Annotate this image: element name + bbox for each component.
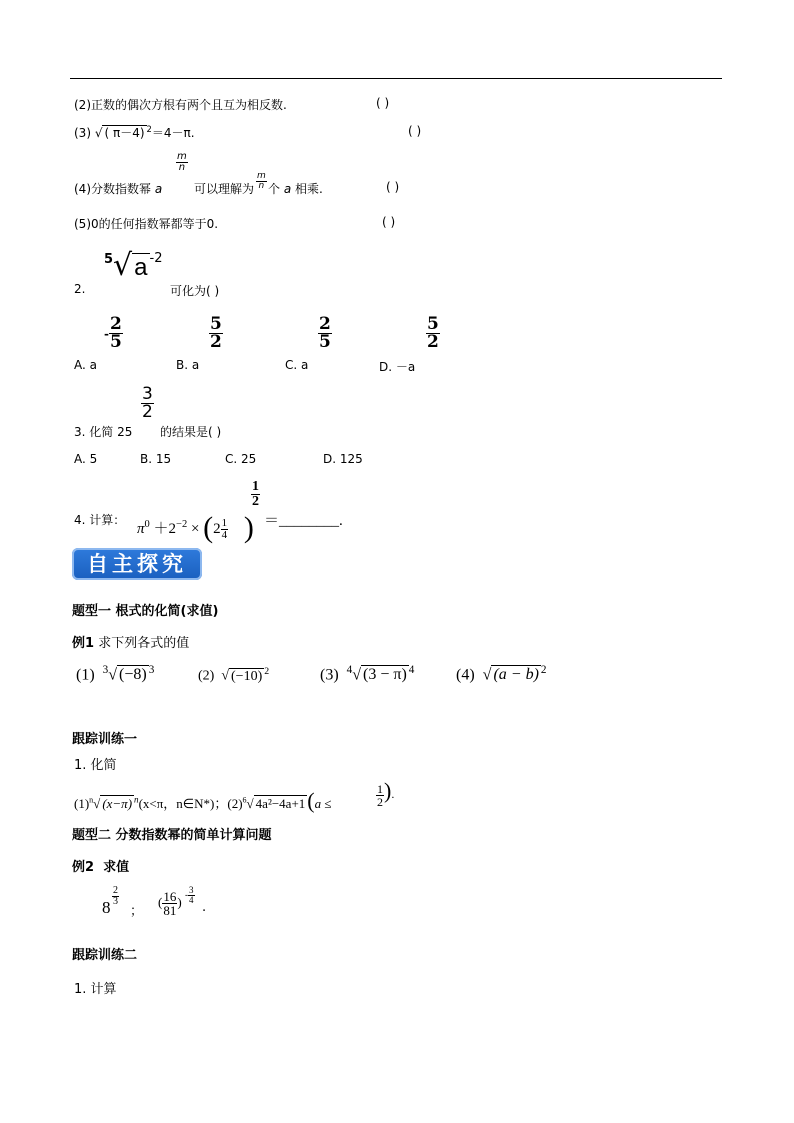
answer-paren: ( ) <box>408 124 422 138</box>
answer-paren: ( ) <box>376 96 390 110</box>
option-b[interactable]: B. a <box>176 358 200 372</box>
option-a[interactable]: A. a <box>74 358 97 372</box>
option-c-exponent: $\frac{2}{5}$ <box>319 314 331 352</box>
track1-title: 跟踪训练一 <box>72 732 138 747</box>
top-rule <box>70 78 722 79</box>
q1-item5: (5)0的任何指数幂都等于0. <box>74 217 219 231</box>
option-d[interactable]: D. 125 <box>323 452 363 466</box>
option-d-exponent: $\frac{5}{2}$ <box>427 314 439 352</box>
option-b[interactable]: B. 15 <box>140 452 172 466</box>
q3-text: 3. 化简 25 <box>74 425 133 439</box>
q1-item4-exponent: $\frac{m}{n}$ <box>177 151 187 173</box>
track2-question: 1. 计算 <box>74 982 117 997</box>
q2-number: 2. <box>74 282 86 296</box>
section-banner: 自主探究 <box>72 548 202 580</box>
q4-outer-exponent: $\frac{1}{2}$ <box>252 479 259 509</box>
example1-item1: (1) $^3$√ (−8) $^3$ <box>76 664 155 684</box>
q1-item4-end: 个 a 相乘. <box>268 182 323 196</box>
example2-sep: ； <box>130 904 144 919</box>
example1-item2: (2) √ (−10) $^2$ <box>198 666 270 684</box>
type1-title: 题型一 根式的化简(求值) <box>72 604 219 619</box>
q4-answer-blank[interactable]: ＝________. <box>264 513 343 529</box>
q4-expression: $\pi^0 +2^{-2} \times (2$ $\frac{1}{4}$ ) <box>137 511 254 544</box>
q1-item2: (2)正数的偶次方根有两个且互为相反数. <box>74 98 287 112</box>
answer-paren: ( ) <box>382 215 396 229</box>
option-d[interactable]: D. －a <box>379 360 416 374</box>
example2: 例2 求值 <box>72 860 130 875</box>
q1-item4-rest: 可以理解为 <box>194 182 255 196</box>
track1-parts: $(1)^n√$ (x−π) $^n$(x<π，n∈N*)；$(2)^6√$ 4a²−4a+1(a ≤ <box>74 788 332 813</box>
option-a-exponent: - $\frac{2}{5}$ <box>104 314 122 352</box>
example2-expr1: 8 <box>102 898 111 917</box>
example2-end: . <box>202 900 207 915</box>
example2-expr2: ( $\frac{16}{81}$ ) <box>158 889 182 918</box>
track1-question: 1. 化简 <box>74 758 117 773</box>
example1-item3: (3) $^4$√ (3 − π) $^4$ <box>320 664 415 684</box>
example2-expr1-exp: $\frac{2}{3}$ <box>113 885 118 907</box>
q1-item3: (3) √ ( π－4) $^2$＝4－π. <box>74 124 195 140</box>
q1-item4-frac: $\frac{m}{n}$ <box>257 171 266 191</box>
option-c[interactable]: C. a <box>285 358 309 372</box>
example1-item4: (4) √ (a − b) $^2$ <box>456 664 547 684</box>
type2-title: 题型二 分数指数幂的简单计算问题 <box>72 828 272 843</box>
option-b-exponent: $\frac{5}{2}$ <box>210 314 222 352</box>
example1: 例1 求下列各式的值 <box>72 636 190 651</box>
q4-prefix: 4. 计算： <box>74 513 126 527</box>
answer-paren: ( ) <box>386 180 400 194</box>
q3-suffix: 的结果是( ) <box>160 425 222 439</box>
q1-item4: (4)分数指数幂 a <box>74 182 163 196</box>
q2-text: 可化为( ) <box>170 284 220 298</box>
option-a[interactable]: A. 5 <box>74 452 98 466</box>
q3-exponent: $\frac{3}{2}$ <box>142 384 153 422</box>
option-c[interactable]: C. 25 <box>225 452 257 466</box>
track1-half: $\frac{1}{2}$ ). <box>377 778 395 809</box>
example2-expr2-exp: - $\frac{3}{4}$ <box>185 885 194 905</box>
track2-title: 跟踪训练二 <box>72 948 138 963</box>
q2-radical: 5√a $^{-2}$ <box>104 248 163 283</box>
